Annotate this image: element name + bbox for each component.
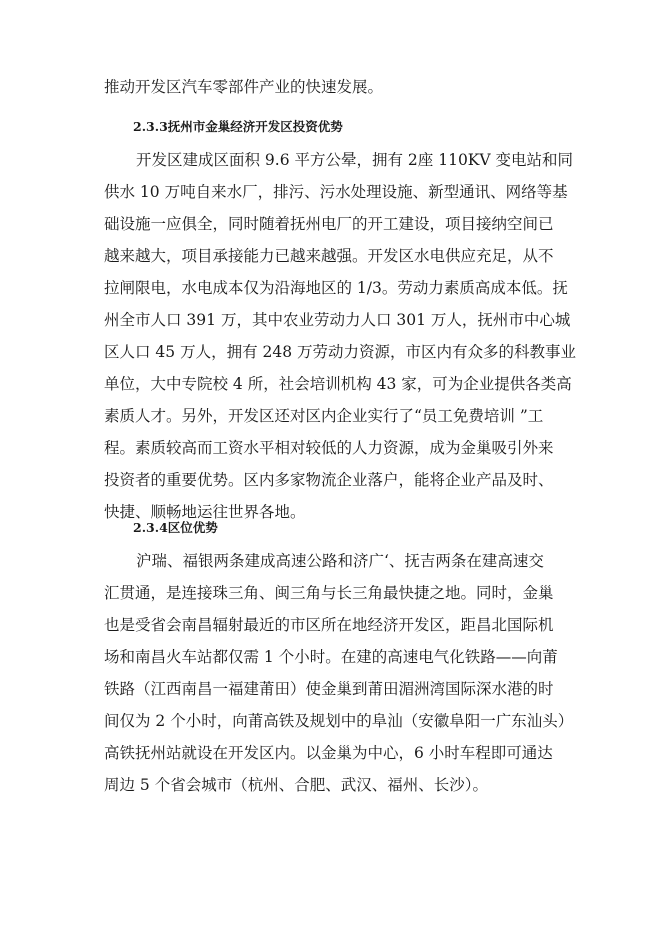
section-heading-2-3-4: 2.3.4区位优势 [133, 520, 218, 535]
paragraph-line: 间仅为 2 个小时，向莆高铁及规划中的阜汕（安徽阜阳一广东汕头） [104, 712, 574, 730]
paragraph-line: 拉闸限电，水电成本仅为沿海地区的 1/3。劳动力素质高成本低。抚 [104, 279, 568, 297]
paragraph-line: 开发区建成区面积 9.6 平方公晕，拥有 2座 110KV 变电站和同 [136, 151, 574, 169]
paragraph-line: 投资者的重要优势。区内多家物流企业落户，能将企业产品及时、 [104, 471, 554, 489]
paragraph-line: 场和南昌火车站都仅需 1 个小时。在建的高速电气化铁路——向莆 [104, 648, 558, 666]
paragraph-line: 铁路（江西南昌一福建莆田）使金巢到莆田湄洲湾国际深水港的时 [104, 680, 554, 698]
paragraph-line: 程。素质较高而工资水平相对较低的人力资源，成为金巢吸引外来 [104, 439, 554, 457]
paragraph-line: 高铁抚州站就设在开发区内。以金巢为中心，6 小时车程即可通达 [104, 744, 553, 762]
paragraph-line: 区人口 45 万人，拥有 248 万劳动力资源，市区内有众多的科教事业 [104, 343, 577, 361]
paragraph-line: 也是受省会南昌辐射最近的市区所在地经济开发区，距昌北国际机 [104, 616, 554, 634]
paragraph-line: 越来越大，项目承接能力已越来越强。开发区水电供应充足，从不 [104, 247, 554, 265]
paragraph-line: 沪瑞、福银两条建成高速公路和济广‘、抚吉两条在建高速交 [136, 552, 544, 570]
intro-line: 推动开发区汽车零部件产业的快速发展。 [104, 78, 384, 96]
paragraph-line: 素质人才。另外，开发区还对区内企业实行了“员工免费培训 ”工 [104, 407, 544, 425]
paragraph-line: 础设施一应俱全，同时随着抚州电厂的开工建设，项目接纳空间已 [104, 215, 554, 233]
paragraph-line: 供水 10 万吨自来水厂，排污、污水处理设施、新型通讯、网络等基 [104, 183, 568, 201]
paragraph-line: 州全市人口 391 万，其中农业劳动力人口 301 万人，抚州市中心城 [104, 311, 571, 329]
section-2-3-4-paragraph [104, 545, 574, 801]
paragraph-line: 单位，大中专院校 4 所，社会培训机构 43 家，可为企业提供各类高 [104, 375, 572, 393]
paragraph-line: 周边 5 个省会城市（杭州、合肥、武汉、福州、长沙）。 [104, 776, 488, 794]
paragraph-line: 汇贯通，是连接珠三角、闽三角与长三角最快捷之地。同时，金巢 [104, 584, 554, 602]
section-heading-2-3-3: 2.3.3抚州市金巢经济开发区投资优势 [133, 119, 343, 134]
paragraph-line: 快捷、顺畅地运往世界各地。 [104, 503, 306, 521]
section-2-3-3-paragraph [104, 144, 577, 528]
